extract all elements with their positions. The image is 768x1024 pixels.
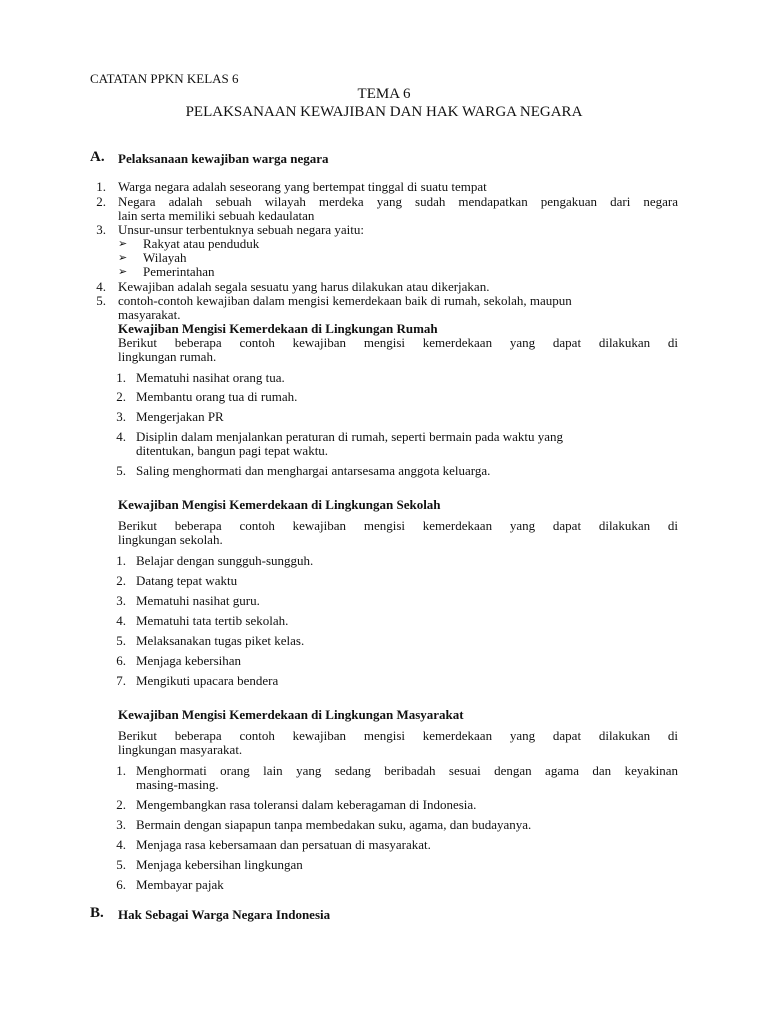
list-item: Membayar pajak: [136, 877, 224, 892]
list-number: 4.: [116, 429, 126, 444]
arrow-bullet-icon: ➢: [118, 266, 128, 278]
list-number: 6.: [116, 877, 126, 892]
list-item: Disiplin dalam menjalankan peraturan di rumah, seperti bermain pada waktu yang: [136, 429, 564, 444]
arrow-bullet-icon: ➢: [118, 238, 128, 250]
section-a-heading: Pelaksanaan kewajiban warga negara: [118, 151, 329, 166]
list-number: 3.: [116, 593, 126, 608]
list-item: Menghormati orang lain yang sedang beribadah sesuai dengan agama dan keyakinan: [136, 763, 678, 778]
list-item: Mematuhi nasihat orang tua.: [136, 370, 285, 385]
list-number: 1.: [116, 370, 126, 385]
list-number: 3.: [96, 222, 106, 237]
list-number: 2.: [116, 797, 126, 812]
list-item-cont: lain serta memiliki sebuah kedaulatan: [118, 208, 315, 223]
list-item: Mematuhi nasihat guru.: [136, 593, 260, 608]
list-number: 5.: [116, 857, 126, 872]
intro-text: Berikut beberapa contoh kewajiban mengisi kemerdekaan yang dapat dilakukan di: [118, 518, 678, 533]
list-item: Mematuhi tata tertib sekolah.: [136, 613, 289, 628]
list-item: Unsur-unsur terbentuknya sebuah negara yaitu:: [118, 222, 364, 237]
list-item: Saling menghormati dan menghargai antarsesama anggota keluarga.: [136, 463, 491, 478]
document-label: CATATAN PPKN KELAS 6: [90, 71, 239, 86]
list-item: contoh-contoh kewajiban dalam mengisi kemerdekaan baik di rumah, sekolah, maupun: [118, 293, 572, 308]
list-item: Mengikuti upacara bendera: [136, 673, 279, 688]
list-item: Menjaga kebersihan lingkungan: [136, 857, 303, 872]
subsection-heading-masyarakat: Kewajiban Mengisi Kemerdekaan di Lingkungan Masyarakat: [118, 707, 464, 722]
list-number: 3.: [116, 409, 126, 424]
list-number: 2.: [116, 389, 126, 404]
section-b-heading: Hak Sebagai Warga Negara Indonesia: [118, 907, 331, 922]
list-item: Melaksanakan tugas piket kelas.: [136, 633, 305, 648]
list-number: 4.: [116, 837, 126, 852]
intro-text: Berikut beberapa contoh kewajiban mengisi kemerdekaan yang dapat dilakukan di: [118, 728, 678, 743]
list-number: 4.: [116, 613, 126, 628]
list-item: Mengembangkan rasa toleransi dalam keberagaman di Indonesia.: [136, 797, 477, 812]
arrow-bullet-icon: ➢: [118, 252, 128, 264]
list-item: Menjaga rasa kebersamaan dan persatuan di masyarakat.: [136, 837, 431, 852]
intro-text-cont: lingkungan sekolah.: [118, 532, 223, 547]
intro-text-cont: lingkungan rumah.: [118, 349, 217, 364]
list-item-cont: masing-masing.: [136, 777, 219, 792]
subsection-heading-rumah: Kewajiban Mengisi Kemerdekaan di Lingkungan Rumah: [118, 321, 438, 336]
list-number: 2.: [96, 194, 106, 209]
list-number: 1.: [96, 179, 106, 194]
list-number: 7.: [116, 673, 126, 688]
list-number: 1.: [116, 553, 126, 568]
tema-title: TEMA 6: [357, 86, 411, 102]
list-number: 3.: [116, 817, 126, 832]
subsection-heading-sekolah: Kewajiban Mengisi Kemerdekaan di Lingkungan Sekolah: [118, 497, 441, 512]
intro-text: Berikut beberapa contoh kewajiban mengisi kemerdekaan yang dapat dilakukan di: [118, 335, 678, 350]
section-b-letter: B.: [90, 905, 104, 921]
list-number: 4.: [96, 279, 106, 294]
list-item-cont: ditentukan, bangun pagi tepat waktu.: [136, 443, 329, 458]
section-a-letter: A.: [90, 149, 105, 165]
list-item: Belajar dengan sungguh-sungguh.: [136, 553, 314, 568]
list-item: Warga negara adalah seseorang yang bertempat tinggal di suatu tempat: [118, 179, 487, 194]
list-item: Datang tepat waktu: [136, 573, 238, 588]
list-item: Membantu orang tua di rumah.: [136, 389, 298, 404]
list-item: Negara adalah sebuah wilayah merdeka yang sudah mendapatkan pengakuan dari negara: [118, 194, 678, 209]
list-number: 2.: [116, 573, 126, 588]
list-number: 1.: [116, 763, 126, 778]
bullet-item: Wilayah: [143, 250, 187, 265]
list-item: Menjaga kebersihan: [136, 653, 242, 668]
list-number: 5.: [116, 633, 126, 648]
intro-text-cont: lingkungan masyarakat.: [118, 742, 243, 757]
list-number: 5.: [116, 463, 126, 478]
list-number: 5.: [96, 293, 106, 308]
page-title: PELAKSANAAN KEWAJIBAN DAN HAK WARGA NEGARA: [185, 104, 583, 120]
list-item: Kewajiban adalah segala sesuatu yang harus dilakukan atau dikerjakan.: [118, 279, 490, 294]
bullet-item: Pemerintahan: [143, 264, 215, 279]
list-number: 6.: [116, 653, 126, 668]
list-item: Bermain dengan siapapun tanpa membedakan suku, agama, dan budayanya.: [136, 817, 532, 832]
bullet-item: Rakyat atau penduduk: [143, 236, 260, 251]
list-item: Mengerjakan PR: [136, 409, 224, 424]
list-item-cont: masyarakat.: [118, 307, 181, 322]
